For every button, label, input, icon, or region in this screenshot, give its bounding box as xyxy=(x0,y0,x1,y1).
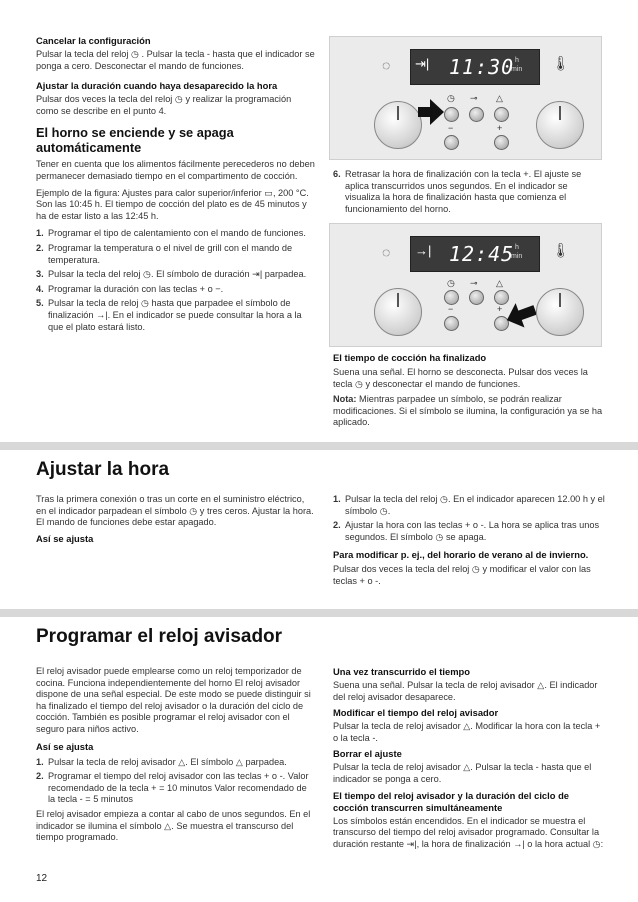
section-title-hora: Ajustar la hora xyxy=(36,459,170,480)
unit-h: h xyxy=(515,244,519,251)
r3-heading: Borrar el ajuste xyxy=(333,748,402,760)
auto-steps xyxy=(36,228,316,333)
minus-icon: − xyxy=(448,304,454,314)
list-item: 2. Ajustar la hora con las teclas + o -. La hora se aplica tras unos segundos. El símbolo ◷ se apaga. xyxy=(333,520,600,542)
dotted-circle-icon: ◌ xyxy=(382,244,391,260)
key-icon: ⊸ xyxy=(470,278,478,288)
done-text: Suena una señal. El horno se desconecta. Pulsar dos veces la tecla ◷ y desconectar el mando de funciones. xyxy=(333,367,588,389)
unit-min: min xyxy=(511,66,523,73)
avisador-right xyxy=(333,666,605,850)
pointer-arrow-icon xyxy=(418,99,444,125)
key-icon: ⊸ xyxy=(470,93,478,103)
oven-panel-illustration-1 xyxy=(329,36,602,160)
display-time: 11:30 xyxy=(449,55,515,79)
hora-left xyxy=(36,494,316,545)
clock-button[interactable] xyxy=(444,107,459,122)
list-item: 1. Pulsar la tecla de reloj avisador △. El símbolo △ parpadea. xyxy=(36,756,287,767)
plus-icon: + xyxy=(497,123,503,133)
r2-heading: Modificar el tiempo del reloj avisador xyxy=(333,707,499,719)
dotted-circle-icon: ◌ xyxy=(382,57,391,73)
avisador-intro: El reloj avisador puede emplearse como un reloj temporizador de cocina. Funciona independientemente del horno El reloj avisador dispone de una señal especial. De este modo se puede distinguir si ha finalizado el tiempo del reloj avisador o la duración del ciclo de cocción. También es posible programar el reloj avisador con el seguro para niños activo. xyxy=(36,666,311,734)
right-top-text xyxy=(333,352,605,429)
avisador-left xyxy=(36,666,316,844)
bell-icon: △ xyxy=(496,278,503,288)
plus-icon: + xyxy=(497,304,503,314)
note-label: Nota: xyxy=(333,394,357,405)
thermometer-icon: 🌡 xyxy=(552,55,570,71)
pointer-arrow-icon xyxy=(506,302,536,328)
list-item: 5. Pulsar la tecla de reloj ◷ hasta que parpadee el símbolo de finalización →|. En el indicador se puede consultar la hora a la que el plato estará listo. xyxy=(36,298,302,332)
page-number: 12 xyxy=(36,873,48,884)
temperature-knob[interactable] xyxy=(536,101,584,149)
r4-text: Los símbolos están encendidos. En el indicador se muestra el transcurso del tiempo del reloj avisador programado. Consultar la duración restante ⇥|, la hora de finalización →| o la hora actual ◷: xyxy=(333,815,604,849)
adjust-heading: Ajustar la duración cuando haya desaparecido la hora xyxy=(36,80,278,92)
r3-text: Pulsar la tecla de reloj avisador △. Pulsar la tecla - hasta que el indicador se ponga a cero. xyxy=(333,762,592,784)
hora-how-heading: Así se ajusta xyxy=(36,532,94,544)
list-item: 6. Retrasar la hora de finalización con la tecla +. El ajuste se aplica transcurridos unos segundos. En el indicador se visualiza la hora de finalización hasta que comienza el funcionamiento del horno. xyxy=(333,169,582,214)
modify-heading: Para modificar p. ej., del horario de verano al de invierno. xyxy=(333,549,589,561)
auto-heading: El horno se enciende y se apaga automáticamente xyxy=(36,125,234,155)
list-item: 4. Programar la duración con las teclas + o −. xyxy=(36,283,224,294)
clock-icon: ◷ xyxy=(447,278,455,288)
temperature-knob[interactable] xyxy=(536,288,584,336)
r1-text: Suena una señal. Pulsar la tecla de reloj avisador △. El indicador del reloj avisador desaparece. xyxy=(333,680,598,702)
section-title-avisador: Programar el reloj avisador xyxy=(36,626,283,647)
oven-panel-illustration-2 xyxy=(329,223,602,347)
function-knob[interactable] xyxy=(374,288,422,336)
cancel-text: Pulsar la tecla del reloj ◷ . Pulsar la tecla - hasta que el indicador se ponga a cero. Desconectar el mando de funciones. xyxy=(36,49,315,71)
clock-display xyxy=(410,236,540,272)
timer-button[interactable] xyxy=(494,107,509,122)
end-time-icon: →| xyxy=(415,243,432,258)
unit-min: min xyxy=(511,253,523,260)
lock-button[interactable] xyxy=(469,107,484,122)
lock-button[interactable] xyxy=(469,290,484,305)
bell-icon: △ xyxy=(496,93,503,103)
r1-heading: Una vez transcurrido el tiempo xyxy=(333,666,471,677)
plus-button[interactable] xyxy=(494,135,509,150)
list-item: 1. Programar el tipo de calentamiento con el mando de funciones. xyxy=(36,228,306,239)
r2-text: Pulsar la tecla de reloj avisador △. Modificar la hora con la tecla + o la tecla -. xyxy=(333,721,601,743)
avisador-after-text: El reloj avisador empieza a contar al cabo de unos segundos. En el indicador se ilumina el símbolo △. Se muestra el transcurso del tiempo programado. xyxy=(36,808,311,843)
function-knob[interactable] xyxy=(374,101,422,149)
cancel-heading: Cancelar la configuración xyxy=(36,35,151,46)
r4-heading: El tiempo del reloj avisador y la duración del ciclo de cocción transcurren simultáneamente xyxy=(333,789,570,813)
done-heading: El tiempo de cocción ha finalizado xyxy=(333,352,487,363)
note-text: Nota: Mientras parpadee un símbolo, se podrán realizar modificaciones. Si el símbolo se ilumina, la configuración ya se ha aplicado. xyxy=(333,394,603,428)
minus-button[interactable] xyxy=(444,316,459,331)
list-item: 3. Pulsar la tecla del reloj ◷. El símbolo de duración ⇥| parpadea. xyxy=(36,269,307,280)
unit-h: h xyxy=(515,57,519,64)
step-6 xyxy=(333,169,603,218)
list-item: 1. Pulsar la tecla del reloj ◷. En el indicador aparecen 12.00 h y el símbolo ◷. xyxy=(333,494,605,516)
list-item: 2. Programar el tiempo del reloj avisador con las teclas + o -. Valor recomendado de la tecla + = 10 minutos Valor recomendado de la tecla - = 5 minutos xyxy=(36,771,309,805)
thermometer-icon: 🌡 xyxy=(552,242,570,258)
clock-display xyxy=(410,49,540,85)
section-divider xyxy=(0,609,638,617)
display-time: 12:45 xyxy=(449,242,515,266)
hora-intro: Tras la primera conexión o tras un corte en el suministro eléctrico, en el indicador parpadean el símbolo ◷ y tres ceros. Ajustar la hora. El mando de funciones debe estar apagado. xyxy=(36,494,314,528)
clock-button[interactable] xyxy=(444,290,459,305)
avisador-how-heading: Así se ajusta xyxy=(36,740,94,752)
minus-icon: − xyxy=(448,123,454,133)
duration-icon: ⇥| xyxy=(415,56,430,71)
auto-text: Tener en cuenta que los alimentos fácilmente perecederos no deben permanecer demasiado tiempo en el compartimento de cocción. xyxy=(36,159,315,181)
minus-button[interactable] xyxy=(444,135,459,150)
clock-icon: ◷ xyxy=(447,93,455,103)
left-top-column xyxy=(36,35,316,336)
list-item: 2. Programar la temperatura o el nivel de grill con el mando de temperatura. xyxy=(36,242,293,265)
example-text: Ejemplo de la figura: Ajustes para calor superior/inferior ▭, 200 °C. Son las 10:45 h. El tiempo de cocción del plato es de 45 minutos y ha de estar listo a las 12:45 h. xyxy=(36,187,309,221)
section-divider xyxy=(0,442,638,450)
hora-right xyxy=(333,494,605,588)
modify-text: Pulsar dos veces la tecla del reloj ◷ y modificar el valor con las teclas + o -. xyxy=(333,564,591,586)
adjust-text: Pulsar dos veces la tecla del reloj ◷ y realizar la programación como se describe en el punto 4. xyxy=(36,94,292,116)
